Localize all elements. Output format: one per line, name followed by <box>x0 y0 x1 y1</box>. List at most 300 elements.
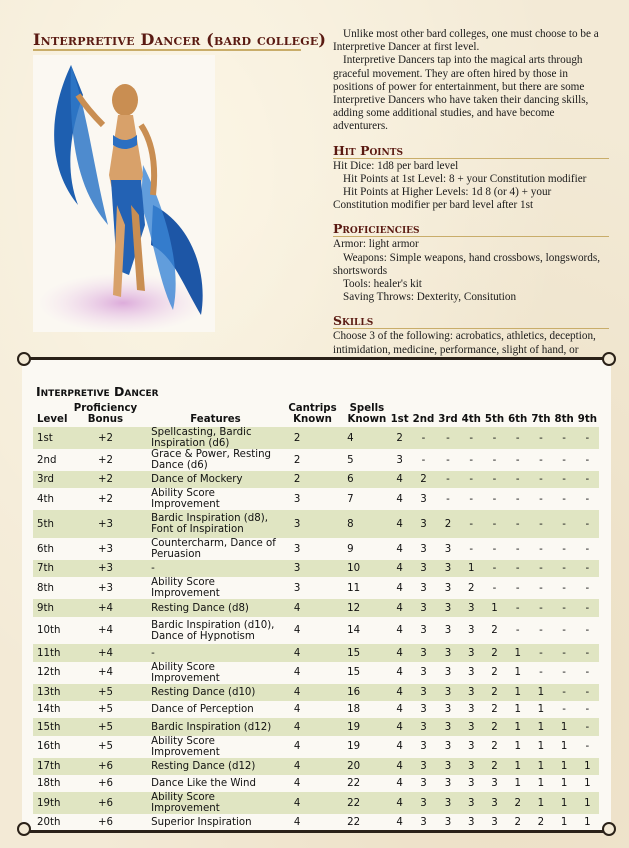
spells-known-cell: 7 <box>347 493 354 505</box>
level-cell: 20th <box>37 817 61 829</box>
spells-known-cell: 8 <box>347 518 354 530</box>
header-slot-6th: 6th <box>508 413 528 425</box>
header-slot-9th: 9th <box>577 413 597 425</box>
cantrips-known-cell: 4 <box>293 778 301 790</box>
spell-slot-cell: 3 <box>468 760 475 772</box>
spell-slot-cell: 3 <box>420 543 427 555</box>
features-cell: Ability Score Improvement <box>151 735 220 758</box>
cantrips-known-cell: 3 <box>293 563 301 575</box>
level-cell: 19th <box>37 797 61 809</box>
features-cell: Ability Score Improvement <box>151 577 220 600</box>
spell-slot-cell: - <box>421 432 426 444</box>
spell-slot-cell: 1 <box>560 721 568 733</box>
table-row <box>33 644 599 661</box>
spell-slot-cell: 4 <box>396 647 403 659</box>
spell-slot-cell: 3 <box>468 647 475 659</box>
spell-slot-cell: 1 <box>584 778 591 790</box>
hit-dice-text: Hit Dice: 1d8 per bard level <box>333 159 459 172</box>
spell-slot-cell: 4 <box>396 778 403 790</box>
features-cell: Bardic Inspiration (d10), Dance of Hypnotism <box>151 619 275 642</box>
proficiency-bonus-cell: +5 <box>97 686 113 698</box>
spell-slot-cell: 3 <box>420 704 427 716</box>
spell-slot-cell: 4 <box>396 582 403 594</box>
spell-slot-cell: 3 <box>420 647 427 659</box>
spell-slot-cell: 3 <box>420 582 427 594</box>
spell-slot-cell: 4 <box>396 625 403 637</box>
spell-slot-cell: - <box>515 518 520 530</box>
proficiency-bonus-cell: +5 <box>97 704 113 716</box>
intro-paragraph-2: Interpretive Dancers tap into the magical arts through graceful movement. They are often hired by those in positions of power for entertainment, but there are some Interpretive Dancers who have taken their dancing skills, adding some additional studies, and have become adventurers. <box>333 54 589 133</box>
spell-slot-cell: 3 <box>444 582 452 594</box>
features-cell: - <box>151 647 155 659</box>
features-cell: Resting Dance (d10) <box>151 686 256 698</box>
table-row <box>33 718 599 735</box>
spell-slot-cell: 3 <box>420 686 427 698</box>
level-cell: 7th <box>37 563 54 575</box>
spell-slot-cell: - <box>515 432 520 444</box>
features-cell: Ability Score Improvement <box>151 661 220 684</box>
header-slot-2nd: 2nd <box>412 413 435 425</box>
spell-slot-cell: 1 <box>514 721 521 733</box>
features-cell: Spellcasting, Bardic Inspiration (d6) <box>151 427 252 449</box>
spell-slot-cell: - <box>585 493 590 505</box>
spells-known-cell: 12 <box>347 602 361 614</box>
spell-slot-cell: 1 <box>514 741 521 753</box>
armor-text: Armor: light armor <box>333 238 419 251</box>
spells-known-cell: 14 <box>347 625 361 637</box>
spell-slot-cell: 2 <box>491 741 498 753</box>
spell-slot-cell: - <box>492 454 497 466</box>
spell-slot-cell: - <box>446 454 450 466</box>
spell-slot-cell: - <box>562 602 566 614</box>
frame-corner-ornament <box>17 352 31 366</box>
level-cell: 16th <box>37 741 61 753</box>
skills-heading: Skills <box>333 314 609 329</box>
spell-slot-cell: 3 <box>444 817 452 829</box>
page-title: Interpretive Dancer (bard college) <box>33 30 327 49</box>
spell-slot-cell: - <box>539 474 543 486</box>
level-cell: 2nd <box>37 454 57 466</box>
spell-slot-cell: 3 <box>468 797 475 809</box>
level-cell: 5th <box>37 518 54 530</box>
spell-slot-cell: - <box>585 647 590 659</box>
table-row <box>33 758 599 775</box>
spell-slot-cell: 3 <box>491 797 498 809</box>
proficiency-bonus-cell: +2 <box>97 493 113 505</box>
spell-slot-cell: 1 <box>537 741 545 753</box>
proficiency-bonus-cell: +4 <box>97 647 113 659</box>
hp-first-level-text: Hit Points at 1st Level: 8 + your Constitution modifier <box>343 172 587 185</box>
spell-slot-cell: 3 <box>468 625 475 637</box>
spells-known-cell: 15 <box>347 647 361 659</box>
spell-slot-cell: - <box>469 454 474 466</box>
proficiency-bonus-cell: +2 <box>97 432 113 444</box>
spell-slot-cell: 3 <box>444 778 452 790</box>
level-cell: 9th <box>37 602 54 614</box>
spell-slot-cell: - <box>469 493 474 505</box>
spell-slot-cell: 1 <box>514 778 521 790</box>
proficiency-bonus-cell: +4 <box>97 625 113 637</box>
spell-slot-cell: 1 <box>560 817 568 829</box>
spell-slot-cell: - <box>562 543 566 555</box>
header-spells-line-2: Known <box>347 413 387 425</box>
table-row <box>33 775 599 792</box>
spell-slot-cell: - <box>585 563 590 575</box>
spell-slot-cell: 3 <box>420 817 427 829</box>
features-cell: Dance of Perception <box>151 704 254 716</box>
spell-slot-cell: - <box>562 432 566 444</box>
spell-slot-cell: 1 <box>537 778 545 790</box>
proficiency-bonus-cell: +4 <box>97 667 113 679</box>
spell-slot-cell: 1 <box>560 741 568 753</box>
spells-known-cell: 9 <box>347 543 354 555</box>
spell-slot-cell: 3 <box>420 721 427 733</box>
table-header-row <box>33 404 599 427</box>
table-row <box>33 577 599 599</box>
level-cell: 11th <box>37 647 61 659</box>
features-cell: Resting Dance (d12) <box>151 760 256 772</box>
spell-slot-cell: - <box>515 543 520 555</box>
spells-known-cell: 6 <box>347 474 354 486</box>
spell-slot-cell: - <box>539 647 543 659</box>
cantrips-known-cell: 4 <box>293 704 301 716</box>
spell-slot-cell: - <box>446 474 450 486</box>
spell-slot-cell: 3 <box>491 817 498 829</box>
spell-slot-cell: - <box>562 667 566 679</box>
spell-slot-cell: - <box>562 704 566 716</box>
intro-column <box>333 28 609 370</box>
cantrips-known-cell: 2 <box>293 454 301 466</box>
proficiencies-heading: Proficiencies <box>333 222 609 237</box>
skills-text: Choose 3 of the following: acrobatics, athletics, deception, intimidation, medicine, performance, slight of hand, or <box>333 330 596 356</box>
spell-slot-cell: 3 <box>420 778 427 790</box>
table-row <box>33 736 599 758</box>
spell-slot-cell: - <box>539 432 543 444</box>
tools-text: Tools: healer's kit <box>343 278 422 291</box>
spell-slot-cell: 3 <box>444 667 452 679</box>
spell-slot-cell: 4 <box>396 518 403 530</box>
table-row <box>33 449 599 471</box>
cantrips-known-cell: 4 <box>293 797 301 809</box>
spell-slot-cell: 3 <box>444 602 452 614</box>
spell-slot-cell: - <box>562 474 566 486</box>
header-proficiency-bonus <box>72 404 139 427</box>
spells-known-cell: 22 <box>347 778 361 790</box>
features-cell: Dance Like the Wind <box>151 778 256 790</box>
spell-slot-cell: - <box>585 741 590 753</box>
spell-slot-cell: 3 <box>468 667 475 679</box>
cantrips-known-cell: 2 <box>293 474 301 486</box>
spell-slot-cell: - <box>585 721 590 733</box>
header-slot-4th: 4th <box>461 413 481 425</box>
spells-known-cell: 18 <box>347 704 361 716</box>
spell-slot-cell: 3 <box>444 686 452 698</box>
spell-slot-cell: 1 <box>537 797 545 809</box>
spell-slot-cell: - <box>562 686 566 698</box>
spell-slot-cell: 1 <box>560 797 568 809</box>
spell-slot-cell: 1 <box>537 760 545 772</box>
level-cell: 3rd <box>37 474 54 486</box>
spell-slot-cell: 4 <box>396 493 403 505</box>
level-cell: 10th <box>37 625 61 637</box>
saving-throws-text: Saving Throws: Dexterity, Consitution <box>343 291 517 304</box>
spell-slot-cell: 3 <box>468 741 475 753</box>
features-cell: Bardic Inspiration (d12) <box>151 721 272 733</box>
table-row <box>33 488 599 510</box>
spell-slot-cell: 2 <box>491 667 498 679</box>
spell-slot-cell: - <box>585 543 590 555</box>
cantrips-known-cell: 4 <box>293 686 301 698</box>
header-slot-1st: 1st <box>390 413 409 425</box>
spell-slot-cell: 4 <box>396 817 403 829</box>
table-row <box>33 701 599 718</box>
cantrips-known-cell: 4 <box>293 721 301 733</box>
level-cell: 6th <box>37 543 54 555</box>
spell-slot-cell: 3 <box>420 493 427 505</box>
header-slot-3rd: 3rd <box>438 413 458 425</box>
spell-slot-cell: - <box>469 474 474 486</box>
spell-slot-cell: 1 <box>514 704 521 716</box>
spell-slot-cell: - <box>446 432 450 444</box>
spells-known-cell: 19 <box>347 741 361 753</box>
proficiency-bonus-cell: +5 <box>97 721 113 733</box>
proficiency-bonus-cell: +6 <box>97 817 113 829</box>
spell-slot-cell: 1 <box>560 760 568 772</box>
class-progression-table <box>33 404 599 832</box>
spell-slot-cell: 2 <box>491 625 498 637</box>
header-cantrips <box>282 404 345 427</box>
spell-slot-cell: 3 <box>420 602 427 614</box>
spell-slot-cell: 3 <box>444 797 452 809</box>
spell-slot-cell: 3 <box>468 721 475 733</box>
table-row <box>33 617 599 645</box>
spell-slot-cell: 2 <box>444 518 452 530</box>
spell-slot-cell: - <box>585 667 590 679</box>
table-body <box>33 427 599 832</box>
spell-slot-cell: 3 <box>444 760 452 772</box>
level-cell: 1st <box>37 432 53 444</box>
features-cell: Dance of Mockery <box>151 474 243 486</box>
spell-slot-cell: 3 <box>444 721 452 733</box>
level-cell: 8th <box>37 582 54 594</box>
table-row <box>33 792 599 814</box>
spell-slot-cell: - <box>562 625 566 637</box>
spell-slot-cell: 1 <box>514 686 521 698</box>
spell-slot-cell: - <box>515 454 520 466</box>
features-cell: Ability Score Improvement <box>151 488 220 511</box>
spell-slot-cell: 1 <box>537 686 545 698</box>
header-slot-7th: 7th <box>531 413 551 425</box>
proficiency-bonus-cell: +3 <box>97 582 113 594</box>
hit-points-heading: Hit Points <box>333 144 609 159</box>
table-row <box>33 427 599 449</box>
spell-slot-cell: 4 <box>396 543 403 555</box>
spell-slot-cell: 3 <box>420 518 427 530</box>
cantrips-known-cell: 4 <box>293 647 301 659</box>
spells-known-cell: 20 <box>347 760 361 772</box>
dancer-illustration <box>33 55 215 332</box>
table-row <box>33 814 599 831</box>
spell-slot-cell: - <box>515 493 520 505</box>
spell-slot-cell: - <box>539 518 543 530</box>
spell-slot-cell: - <box>539 493 543 505</box>
spell-slot-cell: 1 <box>584 797 591 809</box>
table-row <box>33 684 599 701</box>
spell-slot-cell: 3 <box>468 704 475 716</box>
proficiency-bonus-cell: +3 <box>97 518 113 530</box>
spell-slot-cell: 3 <box>444 543 452 555</box>
table-title: Interpretive Dancer <box>36 384 159 399</box>
spell-slot-cell: - <box>515 563 520 575</box>
spell-slot-cell: - <box>492 493 497 505</box>
level-cell: 12th <box>37 667 61 679</box>
proficiency-bonus-cell: +2 <box>97 454 113 466</box>
spell-slot-cell: 4 <box>396 563 403 575</box>
cantrips-known-cell: 4 <box>293 817 301 829</box>
spell-slot-cell: - <box>539 543 543 555</box>
proficiency-bonus-cell: +6 <box>97 760 113 772</box>
header-prof-line-1: Proficiency <box>73 403 138 414</box>
spell-slot-cell: - <box>539 454 543 466</box>
hp-higher-levels-text: Hit Points at Higher Levels: 1d 8 (or 4) + your Constitution modifier per bard level after 1st <box>333 186 552 212</box>
spell-slot-cell: - <box>515 602 520 614</box>
level-cell: 18th <box>37 778 61 790</box>
spell-slot-cell: 3 <box>420 667 427 679</box>
spells-known-cell: 4 <box>347 432 354 444</box>
spells-known-cell: 5 <box>347 454 354 466</box>
proficiency-bonus-cell: +3 <box>97 543 113 555</box>
spell-slot-cell: 2 <box>491 704 498 716</box>
dancer-figure-icon <box>33 55 215 332</box>
spell-slot-cell: 3 <box>420 625 427 637</box>
spell-slot-cell: - <box>585 704 590 716</box>
frame-corner-ornament <box>602 822 616 836</box>
spell-slot-cell: - <box>539 667 543 679</box>
features-cell: Resting Dance (d8) <box>151 602 249 614</box>
proficiency-bonus-cell: +6 <box>97 797 113 809</box>
spell-slot-cell: 3 <box>420 741 427 753</box>
spell-slot-cell: - <box>539 602 543 614</box>
spell-slot-cell: 2 <box>491 647 498 659</box>
level-cell: 4th <box>37 493 54 505</box>
table-row <box>33 538 599 560</box>
level-cell: 14th <box>37 704 61 716</box>
spells-known-cell: 15 <box>347 667 361 679</box>
spell-slot-cell: 3 <box>420 760 427 772</box>
header-slot-5th: 5th <box>484 413 505 425</box>
spell-slot-cell: - <box>562 563 566 575</box>
spell-slot-cell: 3 <box>444 741 452 753</box>
weapons-text: Weapons: Simple weapons, hand crossbows, longswords, shortswords <box>333 251 601 277</box>
table-row <box>33 471 599 488</box>
features-cell: Grace & Power, Resting Dance (d6) <box>151 449 272 471</box>
spell-slot-cell: 2 <box>491 686 498 698</box>
table-row <box>33 510 599 538</box>
spells-known-cell: 22 <box>347 797 361 809</box>
spell-slot-cell: 4 <box>396 686 403 698</box>
spell-slot-cell: - <box>421 454 426 466</box>
spell-slot-cell: 2 <box>491 721 498 733</box>
spells-known-cell: 10 <box>347 563 361 575</box>
spell-slot-cell: - <box>562 518 566 530</box>
spell-slot-cell: - <box>469 543 474 555</box>
spell-slot-cell: - <box>562 647 566 659</box>
cantrips-known-cell: 3 <box>293 582 301 594</box>
proficiency-bonus-cell: +2 <box>97 474 113 486</box>
spell-slot-cell: - <box>585 602 590 614</box>
features-cell: Superior Inspiration <box>151 817 252 829</box>
spell-slot-cell: - <box>492 563 497 575</box>
header-prof-line-2: Bonus <box>87 413 124 425</box>
spell-slot-cell: - <box>446 493 450 505</box>
spell-slot-cell: 1 <box>584 760 591 772</box>
cantrips-known-cell: 3 <box>293 518 301 530</box>
spell-slot-cell: 4 <box>396 760 403 772</box>
spell-slot-cell: - <box>585 432 590 444</box>
spell-slot-cell: - <box>539 582 543 594</box>
spell-slot-cell: - <box>562 582 566 594</box>
spell-slot-cell: 3 <box>444 647 452 659</box>
spell-slot-cell: 2 <box>491 760 498 772</box>
proficiency-bonus-cell: +4 <box>97 602 113 614</box>
spell-slot-cell: - <box>492 518 497 530</box>
spell-slot-cell: - <box>539 625 543 637</box>
spell-slot-cell: 1 <box>560 778 568 790</box>
cantrips-known-cell: 3 <box>293 543 301 555</box>
intro-paragraph-1: Unlike most other bard colleges, one must choose to be a Interpretive Dancer at first level. <box>333 28 599 54</box>
spell-slot-cell: - <box>515 625 520 637</box>
spell-slot-cell: - <box>585 582 590 594</box>
spell-slot-cell: 1 <box>514 760 521 772</box>
spell-slot-cell: 3 <box>468 778 475 790</box>
spell-slot-cell: 2 <box>514 797 521 809</box>
spell-slot-cell: - <box>585 625 590 637</box>
spell-slot-cell: 1 <box>537 721 545 733</box>
spell-slot-cell: 1 <box>584 817 591 829</box>
spell-slot-cell: - <box>492 543 497 555</box>
spell-slot-cell: 1 <box>537 704 545 716</box>
spell-slot-cell: - <box>515 474 520 486</box>
spell-slot-cell: 4 <box>396 474 403 486</box>
header-cantrips-line-1: Cantrips <box>288 403 337 414</box>
spell-slot-cell: - <box>515 582 520 594</box>
spell-slot-cell: - <box>585 686 590 698</box>
proficiency-bonus-cell: +5 <box>97 741 113 753</box>
features-cell: - <box>151 563 155 575</box>
proficiency-bonus-cell: +6 <box>97 778 113 790</box>
spell-slot-cell: - <box>585 454 590 466</box>
spell-slot-cell: - <box>539 563 543 575</box>
spell-slot-cell: 4 <box>396 741 403 753</box>
spell-slot-cell: 4 <box>396 797 403 809</box>
level-cell: 15th <box>37 721 61 733</box>
spell-slot-cell: 3 <box>444 704 452 716</box>
title-rule <box>33 49 301 51</box>
level-cell: 13th <box>37 686 61 698</box>
header-slot-8th: 8th <box>554 413 574 425</box>
cantrips-known-cell: 4 <box>293 741 301 753</box>
header-features: Features <box>190 414 241 425</box>
spell-slot-cell: 4 <box>396 667 403 679</box>
spell-slot-cell: 3 <box>420 797 427 809</box>
spells-known-cell: 22 <box>347 817 361 829</box>
spell-slot-cell: 1 <box>514 667 521 679</box>
spell-slot-cell: 4 <box>396 602 403 614</box>
header-level: Level <box>37 413 68 425</box>
header-spells <box>345 404 388 427</box>
table-row <box>33 560 599 577</box>
cantrips-known-cell: 3 <box>293 493 301 505</box>
